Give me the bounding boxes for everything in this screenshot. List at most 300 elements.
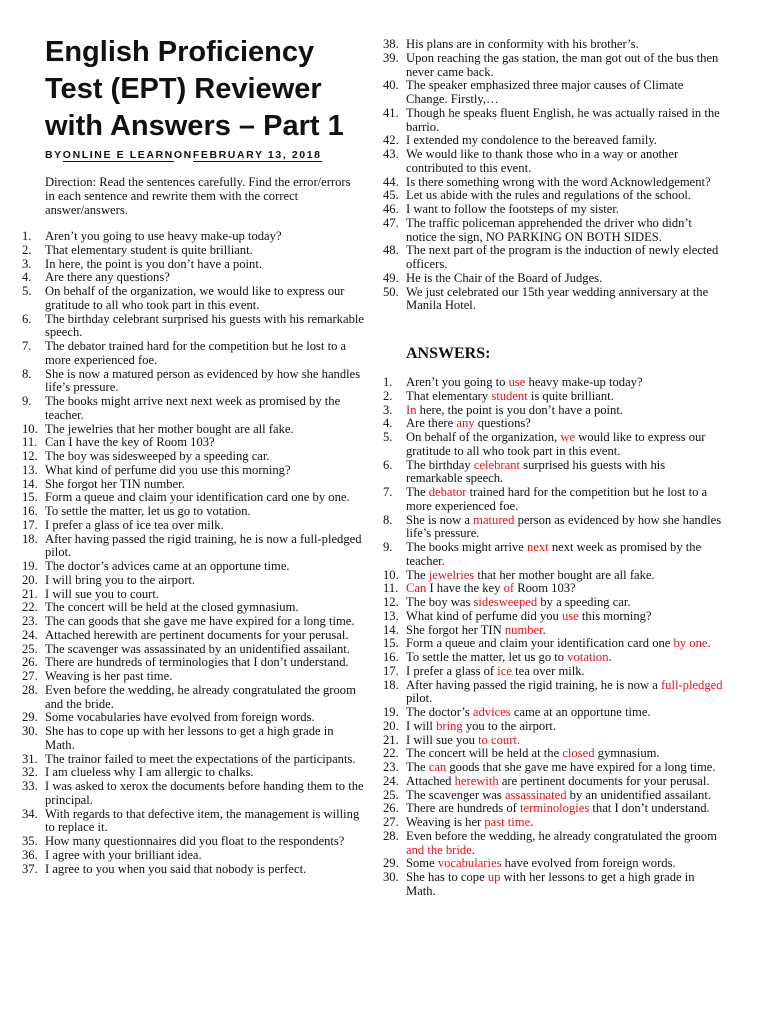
question-item [383,79,723,107]
question-item [383,244,723,272]
byline [45,149,322,161]
question-item [383,176,723,190]
answer-text: She is now a [406,512,474,527]
item-number: 17. [22,517,38,532]
question-item [22,588,364,602]
question-text: Attached herewith are pertinent documents for your perusal. [45,627,349,642]
question-item [22,863,364,877]
answer-text: that I don’t understand. [589,801,710,816]
date-link[interactable]: FEBRUARY 13, 2018 [192,149,322,161]
answer-text: The [406,567,429,582]
answer-item [383,679,723,707]
question-text: The doctor’s advices came at an opportune time. [45,559,290,573]
answer-highlight: jewelries [428,567,475,582]
answer-text: I will sue you [406,732,479,747]
answer-text: questions? [474,416,531,431]
question-item [22,271,364,285]
question-text: The scavenger was assassinated by an unidentified assailant. [45,641,350,656]
answer-highlight: votation [567,650,609,664]
item-number: 7. [383,485,393,499]
item-number: 25. [383,787,399,802]
item-number: 3. [22,256,32,271]
item-number: 30. [383,870,399,884]
answer-text: Attached [406,773,455,788]
item-number: 16. [383,650,399,664]
item-number: 14. [383,622,399,637]
answer-text: person as evidenced by how she handles life’s pressure. [406,512,722,541]
item-number: 12. [22,449,38,463]
question-text: The can goods that she gave me have expired for a long time. [45,614,355,628]
answer-highlight: herewith [454,773,499,788]
answer-text: this morning? [578,608,652,623]
question-text: Is there something wrong with the word Acknowledgement? [406,174,711,189]
item-number: 41. [383,105,399,120]
answer-text: I will [406,718,437,733]
question-text: There are hundreds of terminologies that I don’t understand. [45,655,349,670]
answer-item [383,830,723,858]
answer-item [383,417,723,431]
question-item [22,230,364,244]
answer-text: is quite brilliant. [527,388,614,403]
question-item [22,450,364,464]
item-number: 37. [22,861,38,876]
item-number: 9. [22,394,32,408]
answer-highlight: In [406,402,417,417]
question-text: Are there any questions? [45,270,170,285]
answer-item [383,816,723,830]
question-item [22,670,364,684]
question-item [383,286,723,314]
item-number: 3. [383,402,393,417]
item-number: 38. [383,37,399,51]
item-number: 27. [22,669,38,683]
item-number: 18. [22,531,38,546]
item-number: 22. [22,600,38,615]
item-number: 45. [383,188,399,203]
question-list-right [383,38,723,313]
item-number: 32. [22,765,38,780]
answer-item [383,802,723,816]
answer-text: Room 103? [514,581,576,596]
item-number: 19. [22,559,38,573]
answer-item [383,486,723,514]
answer-text: She forgot her TIN [406,622,505,637]
answer-text: you to the airport. [462,718,557,733]
item-number: 4. [383,416,393,431]
question-item [22,560,364,574]
item-number: 27. [383,815,399,829]
question-item [22,423,364,437]
question-text: Some vocabularies have evolved from foreign words. [45,710,315,725]
answer-highlight: full-pledged [660,677,723,692]
item-number: 47. [383,215,399,230]
question-item [383,52,723,80]
question-list-left [22,230,364,876]
item-number: 29. [383,856,399,871]
question-item [22,711,364,725]
question-text: Aren’t you going to use heavy make-up today? [45,229,282,243]
item-number: 42. [383,133,399,148]
item-number: 29. [22,710,38,725]
question-item [22,753,364,767]
item-number: 1. [22,229,32,243]
item-number: 33. [22,779,38,793]
question-item [22,601,364,615]
question-text: I will sue you to court. [45,586,160,601]
question-item [383,203,723,217]
answer-highlight: to court. [478,732,521,747]
answer-text: What kind of perfume did you [406,608,562,623]
answer-text: . [608,650,612,664]
answer-text: by an unidentified assailant. [566,787,711,802]
item-number: 23. [22,614,38,628]
question-item [383,189,723,203]
answer-text: here, the point is you don’t have a point. [416,402,623,417]
question-text: After having passed the rigid training, he is now a full-pledged pilot. [45,531,362,560]
question-text: His plans are in conformity with his brother’s. [406,37,639,51]
item-number: 20. [22,572,38,587]
answer-highlight: matured [473,512,515,527]
question-item [383,134,723,148]
question-text: She is now a matured person as evidenced by how she handles life’s pressure. [45,366,361,395]
item-number: 25. [22,641,38,656]
question-text: I will bring you to the airport. [45,572,196,587]
answer-text: The doctor’s [406,705,473,719]
answer-text: that her mother bought are all fake. [474,567,655,582]
question-text: Can I have the key of Room 103? [45,435,215,450]
answer-item [383,582,723,596]
answer-item [383,857,723,871]
item-number: 10. [22,421,38,436]
answer-text: with her lessons to get a high grade in Math. [406,870,695,898]
answer-item [383,390,723,404]
item-number: 11. [383,581,399,596]
answer-text: The scavenger was [406,787,505,802]
question-text: I agree to you when you said that nobody is perfect. [45,861,307,876]
answer-text: To settle the matter, let us go to [406,650,568,664]
question-item [22,574,364,588]
item-number: 40. [383,78,399,93]
answer-text: . [530,815,534,829]
question-item [383,107,723,135]
item-number: 28. [22,682,38,697]
question-item [22,766,364,780]
answer-item [383,775,723,789]
question-item [22,313,364,341]
item-number: 13. [22,462,38,477]
item-number: 31. [22,751,38,766]
answer-item [383,624,723,638]
question-item [22,808,364,836]
answer-item [383,871,723,899]
answer-text: next week as promised by the teacher. [406,540,702,568]
question-text: He is the Chair of the Board of Judges. [406,270,603,285]
question-item [22,505,364,519]
question-text: She forgot her TIN number. [45,476,185,491]
answer-highlight: terminologies [520,801,590,816]
question-item [22,285,364,313]
question-text: We would like to thank those who in a way or another contributed to this event. [406,147,679,175]
answer-item [383,514,723,542]
byline-on: ON [173,149,193,161]
answer-highlight: vocabularies [437,856,502,871]
answer-highlight: past time [484,815,531,829]
answer-item [383,541,723,569]
question-text: On behalf of the organization, we would like to express our gratitude to all who took part in this event. [45,284,345,312]
item-number: 20. [383,718,399,733]
item-number: 46. [383,202,399,216]
question-item [22,780,364,808]
answer-text: have evolved from foreign words. [501,856,676,871]
question-text: Even before the wedding, he already congratulated the groom and the bride. [45,682,356,711]
answer-item [383,610,723,624]
question-text: The speaker emphasized three major causes of Climate Change. Firstly,… [406,78,684,106]
question-text: The debator trained hard for the competition but he lost to a more experienced foe. [45,339,347,367]
item-number: 13. [383,608,399,623]
question-text: The boy was sidesweeped by a speeding car. [45,449,270,463]
question-text: I prefer a glass of ice tea over milk. [45,517,224,532]
question-item [22,725,364,753]
answer-item [383,665,723,679]
answer-text: The birthday [406,457,474,472]
item-number: 44. [383,174,399,189]
answer-text: The books might arrive [406,540,528,554]
answer-text: Form a queue and claim your identification card one [406,636,674,651]
item-number: 11. [22,435,38,450]
answers-heading: ANSWERS: [406,345,491,362]
answer-highlight: assassinated [504,787,567,802]
question-text: The birthday celebrant surprised his guests with his remarkable speech. [45,311,364,340]
item-number: 34. [22,806,38,821]
item-number: 35. [22,834,38,848]
item-number: 36. [22,847,38,862]
question-text: Though he speaks fluent English, he was actually raised in the barrio. [406,105,720,134]
question-item [22,340,364,368]
question-item [383,148,723,176]
item-number: 17. [383,663,399,678]
question-text: The books might arrive next next week as promised by the teacher. [45,394,341,422]
answer-item [383,651,723,665]
answer-list [383,376,723,899]
question-item [22,258,364,272]
answer-highlight: ice [497,663,512,678]
question-item [383,272,723,286]
answer-highlight: Can [406,581,427,596]
question-item [22,464,364,478]
answer-item [383,734,723,748]
item-number: 48. [383,243,399,258]
question-text: How many questionnaires did you float to the respondents? [45,834,345,848]
item-number: 4. [22,270,32,285]
answer-highlight: debator [428,485,467,499]
answer-item [383,404,723,418]
item-number: 5. [22,284,32,298]
answer-highlight: any [456,416,475,431]
answer-item [383,376,723,390]
item-number: 23. [383,760,399,774]
answer-text: Weaving is her [406,815,485,829]
question-item [22,244,364,258]
item-number: 12. [383,595,399,609]
answer-text: Some [406,856,438,871]
question-text: The next part of the program is the induction of newly elected officers. [406,243,719,271]
answer-text: trained hard for the competition but he lost to a more experienced foe. [406,485,708,513]
item-number: 18. [383,677,399,692]
answer-highlight: celebrant [473,457,521,472]
answer-highlight: and the bride [406,842,472,857]
answer-highlight: by one [673,636,708,651]
answer-highlight: we [560,430,576,444]
answer-highlight: bring [436,718,463,733]
answer-item [383,720,723,734]
question-item [22,849,364,863]
question-item [383,38,723,52]
answer-item [383,747,723,761]
question-text: I was asked to xerox the documents before handing them to the principal. [45,779,364,807]
answer-highlight: advices [472,705,511,719]
item-number: 10. [383,567,399,582]
item-number: 16. [22,504,38,518]
answer-text: The concert will be held at the [406,746,563,761]
question-item [22,478,364,492]
question-text: I want to follow the footsteps of my sister. [406,202,620,216]
question-text: The traffic policeman apprehended the driver who didn’t notice the sign, NO PARKING ON BOTH SIDES. [406,215,692,244]
item-number: 7. [22,339,32,353]
question-text: She has to cope up with her lessons to get a high grade in Math. [45,724,334,752]
answer-highlight: of [503,581,515,596]
question-text: Form a queue and claim your identification card one by one. [45,490,350,505]
item-number: 6. [22,311,32,326]
item-number: 49. [383,270,399,285]
question-text: I agree with your brilliant idea. [45,847,202,862]
question-item [22,684,364,712]
answer-text: That elementary [406,388,492,403]
question-item [22,835,364,849]
question-item [22,395,364,423]
item-number: 50. [383,284,399,299]
answer-highlight: can [428,760,447,774]
item-number: 5. [383,430,393,444]
item-number: 14. [22,476,38,491]
answer-item [383,569,723,583]
question-item [22,656,364,670]
answer-text: gymnasium. [594,746,660,761]
item-number: 1. [383,375,393,389]
question-item [22,436,364,450]
answer-highlight: up [487,870,501,884]
answer-text: goods that she gave me have expired for a long time. [446,760,716,774]
question-text: Let us abide with the rules and regulations of the school. [406,188,692,203]
item-number: 19. [383,705,399,719]
answer-text: . [542,622,546,637]
item-number: 21. [22,586,38,601]
question-item [22,491,364,505]
question-item [22,629,364,643]
question-text: I extended my condolence to the bereaved family. [406,133,657,148]
item-number: 30. [22,724,38,738]
answer-highlight: number [504,622,543,637]
answer-text: by a speeding car. [537,595,631,609]
answer-highlight: use [561,608,579,623]
question-text: Upon reaching the gas station, the man got out of the bus then never came back. [406,50,719,79]
answer-item [383,706,723,720]
item-number: 9. [383,540,393,554]
item-number: 2. [383,388,393,403]
question-text: The concert will be held at the closed gymnasium. [45,600,299,615]
answer-text: Even before the wedding, he already congratulated the groom [406,828,717,843]
answer-text: . [471,842,475,857]
item-number: 28. [383,828,399,843]
item-number: 15. [383,636,399,651]
question-item [22,643,364,657]
answer-text: tea over milk. [511,663,585,678]
item-number: 43. [383,147,399,161]
author-link[interactable]: ONLINE E LEARN [62,149,174,161]
answer-item [383,789,723,803]
question-text: The jewelries that her mother bought are all fake. [45,421,294,436]
question-text: In here, the point is you don’t have a point. [45,256,262,271]
answer-text: There are hundreds of [406,801,520,816]
item-number: 24. [22,627,38,642]
answer-text: surprised his guests with his remarkable speech. [406,457,666,486]
item-number: 15. [22,490,38,505]
question-text: To settle the matter, let us go to votation. [45,504,251,518]
answer-text: I have the key [426,581,504,596]
question-text: That elementary student is quite brilliant. [45,242,253,257]
direction-text: Direction: Read the sentences carefully. Find the error/errors in each sentence and rewrite them with the correct answer/answers. [45,175,351,217]
answer-text: The [406,485,429,499]
answer-text: Are there [406,416,457,431]
question-text: Weaving is her past time. [45,669,173,683]
question-item [383,217,723,245]
item-number: 39. [383,50,399,65]
item-number: 24. [383,773,399,788]
question-text: With regards to that defective item, the management is willing to replace it. [45,806,360,835]
page-title: English Proficiency Test (EPT) Reviewer with Answers – Part 1 [45,36,344,142]
item-number: 8. [383,512,393,527]
answer-item [383,431,723,459]
answer-text: After having passed the rigid training, he is now a [406,677,661,692]
item-number: 21. [383,732,399,747]
question-text: The trainor failed to meet the expectations of the participants. [45,751,356,766]
answer-text: pilot. [406,691,433,706]
answer-highlight: student [491,388,528,403]
question-item [22,519,364,533]
item-number: 8. [22,366,32,381]
answer-highlight: next [527,540,549,554]
answer-highlight: use [508,375,526,389]
item-number: 2. [22,242,32,257]
answer-text: Aren’t you going to [406,375,509,389]
answer-text: On behalf of the organization, [406,430,561,444]
answer-item [383,761,723,775]
question-text: What kind of perfume did you use this morning? [45,462,291,477]
answer-highlight: closed [562,746,595,761]
answer-text: came at an opportune time. [510,705,651,719]
question-item [22,368,364,396]
answer-text: The [406,760,429,774]
byline-by: BY [45,149,63,161]
answer-text: The boy was [406,595,474,609]
answer-text: I prefer a glass of [406,663,498,678]
answer-item [383,596,723,610]
question-text: I am clueless why I am allergic to chalks. [45,765,254,780]
answer-text: are pertinent documents for your perusal. [498,773,710,788]
question-item [22,533,364,561]
answer-text: heavy make-up today? [525,375,643,389]
answer-text: . [707,636,711,651]
answer-highlight: sidesweeped [473,595,538,609]
